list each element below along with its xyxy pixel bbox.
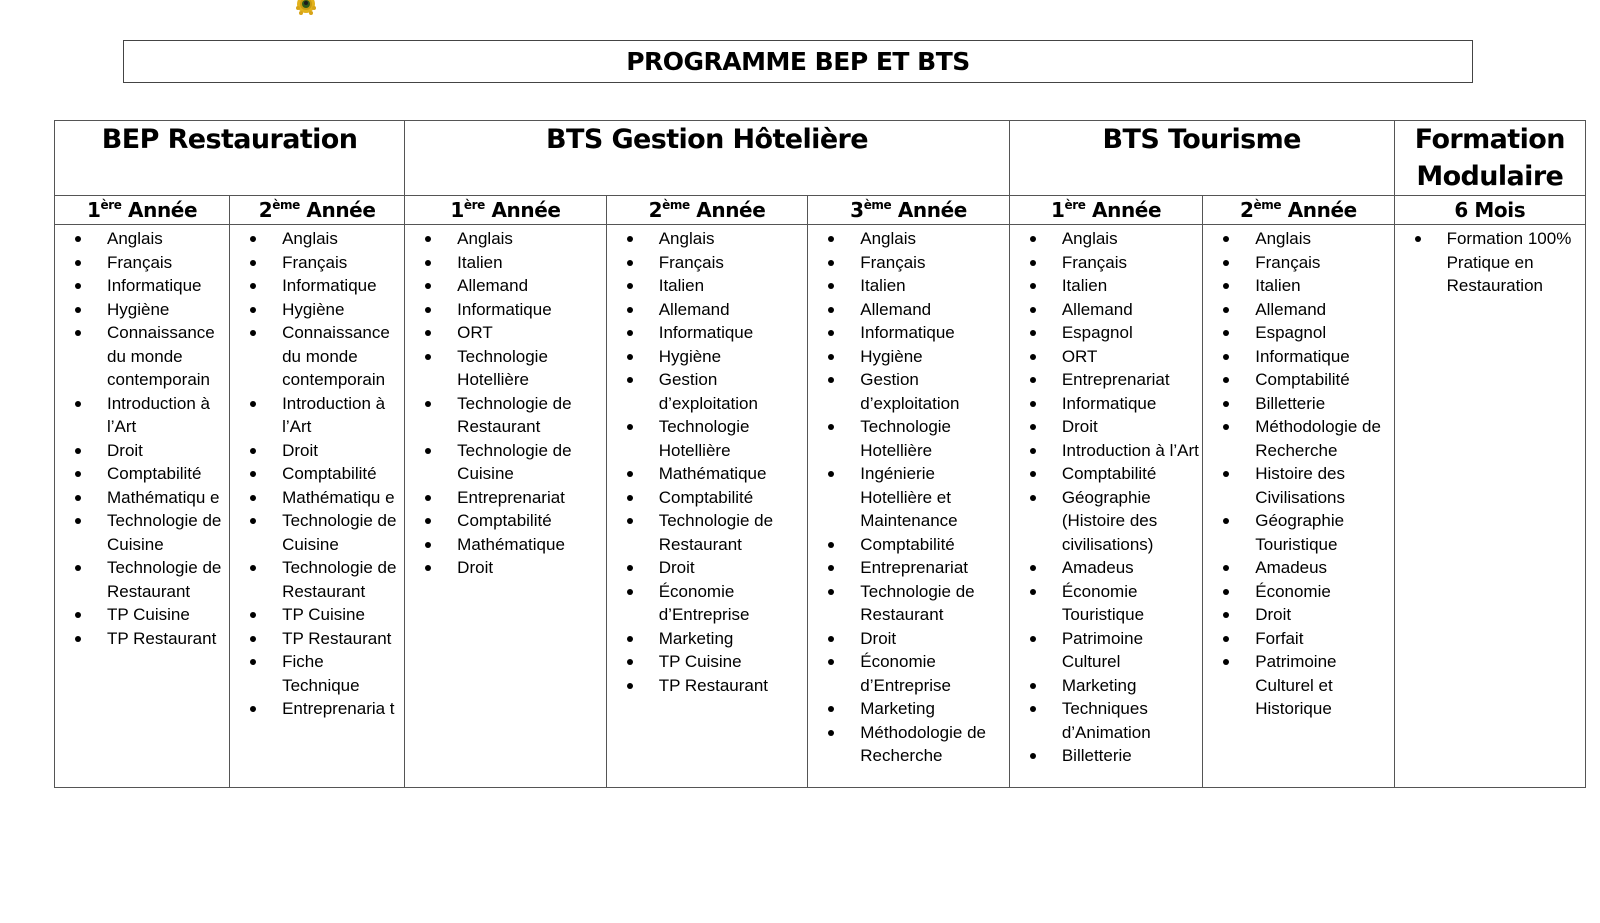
group-header-bts-tourisme: BTS Tourisme [1009,121,1394,196]
subject-item: Comptabilité [1010,462,1202,486]
group-header-bep-restauration: BEP Restauration [55,121,405,196]
year-header-row [55,196,1586,225]
subject-item: Français [55,251,229,275]
year-label: Année [121,198,198,222]
subject-item: Technologie de Restaurant [55,556,229,603]
subject-item: TP Restaurant [55,627,229,651]
subject-item: Connaissance du monde contemporain [230,321,404,392]
subjects-cell [1394,225,1585,788]
subject-item: Allemand [1010,298,1202,322]
subject-list [1395,225,1585,298]
year-header [55,196,230,225]
subject-item: Technologie de Cuisine [405,439,606,486]
subject-item: Gestion d’exploitation [808,368,1009,415]
programme-table [54,120,1586,788]
subjects-cell [230,225,405,788]
subject-item: Marketing [1010,674,1202,698]
subject-item: Forfait [1203,627,1393,651]
subject-item: Amadeus [1010,556,1202,580]
year-number: 1 [1050,198,1065,222]
year-number: 2 [648,198,663,222]
subject-list [1203,225,1393,721]
subject-item: Français [1010,251,1202,275]
subject-item: Italien [607,274,808,298]
subject-item: Hygiène [230,298,404,322]
subject-item: Droit [607,556,808,580]
subject-item: Comptabilité [230,462,404,486]
subject-item: Géographie (Histoire des civilisations) [1010,486,1202,557]
subject-item: Hygiène [607,345,808,369]
subject-item: Italien [405,251,606,275]
subject-list [55,225,229,650]
year-label: Année [1085,198,1162,222]
subject-item: Comptabilité [1203,368,1393,392]
subject-item: Anglais [1010,227,1202,251]
subject-item: Allemand [607,298,808,322]
year-suffix: ère [1064,198,1086,212]
subject-item: Méthodologie de Recherche [1203,415,1393,462]
subject-item: Géographie Touristique [1203,509,1393,556]
subject-item: Billetterie [1203,392,1393,416]
subjects-row [55,225,1586,788]
subject-item: Économie Touristique [1010,580,1202,627]
year-label: Année [891,198,967,222]
subject-item: Comptabilité [808,533,1009,557]
subject-item: Technologie Hotellière [405,345,606,392]
subject-item: Technologie Hotellière [808,415,1009,462]
year-label: Année [299,198,376,222]
subject-item: Mathématique [405,533,606,557]
year-header [1009,196,1202,225]
subjects-cell [808,225,1010,788]
subject-item: Italien [1203,274,1393,298]
subject-item: Hygiène [808,345,1009,369]
subject-item: Anglais [405,227,606,251]
subject-item: Introduction à l’Art [55,392,229,439]
year-number: 6 Mois [1454,198,1526,222]
subject-item: Droit [1203,603,1393,627]
subject-item: TP Restaurant [607,674,808,698]
subject-item: Fiche Technique [230,650,404,697]
subject-item: ORT [405,321,606,345]
subject-item: Comptabilité [405,509,606,533]
subject-item: Techniques d’Animation [1010,697,1202,744]
subject-item: Comptabilité [607,486,808,510]
year-number: 2 [258,198,273,222]
year-header [808,196,1010,225]
subjects-cell [1203,225,1394,788]
subject-item: Gestion d’exploitation [607,368,808,415]
subject-item: Anglais [607,227,808,251]
subject-item: Entreprenariat [405,486,606,510]
subject-item: Français [1203,251,1393,275]
year-label: Année [484,198,561,222]
subject-item: Mathématiqu e [55,486,229,510]
subject-item: ORT [1010,345,1202,369]
subject-item: Ingénierie Hotellière et Maintenance [808,462,1009,533]
year-label: Année [1281,198,1357,222]
subject-item: Espagnol [1203,321,1393,345]
subject-item: Méthodologie de Recherche [808,721,1009,768]
emblem-logo [293,0,319,18]
year-suffix: ère [100,198,122,212]
year-number: 1 [86,198,101,222]
subject-item: Allemand [405,274,606,298]
subject-item: Anglais [808,227,1009,251]
year-header [1203,196,1394,225]
subject-item: Introduction à l’Art [1010,439,1202,463]
subject-item: Billetterie [1010,744,1202,768]
subject-list [808,225,1009,768]
subject-item: Informatique [607,321,808,345]
year-number: 3 [850,198,864,222]
subject-item: Technologie de Restaurant [230,556,404,603]
subject-item: Anglais [55,227,229,251]
subject-list [607,225,808,697]
subject-item: Comptabilité [55,462,229,486]
subject-item: Droit [1010,415,1202,439]
subject-item: Informatique [230,274,404,298]
subject-item: Technologie de Restaurant [808,580,1009,627]
subject-item: Économie [1203,580,1393,604]
subject-item: Histoire des Civilisations [1203,462,1393,509]
subject-item: Droit [405,556,606,580]
year-label: Année [689,198,766,222]
subject-item: Allemand [808,298,1009,322]
subject-item: Mathématiqu e [230,486,404,510]
group-header-formation-modulaire: Formation Modulaire [1394,121,1585,196]
subject-item: Droit [55,439,229,463]
subjects-cell [405,225,607,788]
subject-item: Italien [1010,274,1202,298]
group-header-bts-gestion-hoteliere: BTS Gestion Hôtelière [405,121,1010,196]
subject-item: Informatique [808,321,1009,345]
subject-item: Italien [808,274,1009,298]
subject-item: Français [230,251,404,275]
year-number: 1 [450,198,464,222]
year-suffix: ère [463,198,485,212]
subject-item: Anglais [1203,227,1393,251]
subject-item: Connaissance du monde contemporain [55,321,229,392]
year-header [1394,196,1585,225]
subject-item: Entreprenariat [808,556,1009,580]
subject-item: TP Cuisine [55,603,229,627]
subject-item: Technologie Hotellière [607,415,808,462]
year-header [230,196,405,225]
year-number: 2 [1240,198,1254,222]
subject-item: Entreprenariat [1010,368,1202,392]
subject-list [1010,225,1202,768]
subject-item: Espagnol [1010,321,1202,345]
subject-item: Entreprenaria t [230,697,404,721]
subject-item: Introduction à l’Art [230,392,404,439]
subject-item: Informatique [1010,392,1202,416]
subject-item: Français [808,251,1009,275]
subject-item: Économie d’Entreprise [607,580,808,627]
subject-item: Mathématique [607,462,808,486]
subject-item: Patrimoine Culturel [1010,627,1202,674]
subject-list [230,225,404,721]
subject-item: Technologie de Restaurant [405,392,606,439]
year-suffix: ème [662,198,690,212]
subject-item: Amadeus [1203,556,1393,580]
subjects-cell [1009,225,1202,788]
subject-item: Droit [230,439,404,463]
year-header [405,196,607,225]
subject-item: TP Restaurant [230,627,404,651]
subject-item: Informatique [55,274,229,298]
subjects-cell [606,225,808,788]
subject-item: TP Cuisine [607,650,808,674]
subjects-cell [55,225,230,788]
year-suffix: ème [272,198,300,212]
subject-list [405,225,606,580]
subject-item: Anglais [230,227,404,251]
subject-item: Technologie de Cuisine [230,509,404,556]
year-suffix: ème [863,198,892,212]
subject-item: Marketing [607,627,808,651]
group-header-row [55,121,1586,196]
subject-item: Informatique [405,298,606,322]
subject-item: Hygiène [55,298,229,322]
subject-item: TP Cuisine [230,603,404,627]
subject-item: Informatique [1203,345,1393,369]
year-header [606,196,808,225]
subject-item: Technologie de Cuisine [55,509,229,556]
subject-item: Marketing [808,697,1009,721]
subject-item: Patrimoine Culturel et Historique [1203,650,1393,721]
subject-item: Droit [808,627,1009,651]
year-suffix: ème [1253,198,1282,212]
subject-item: Français [607,251,808,275]
subject-item: Formation 100% Pratique en Restauration [1395,227,1585,298]
subject-item: Allemand [1203,298,1393,322]
subject-item: Technologie de Restaurant [607,509,808,556]
subject-item: Économie d’Entreprise [808,650,1009,697]
document-title: PROGRAMME BEP ET BTS [123,40,1473,83]
